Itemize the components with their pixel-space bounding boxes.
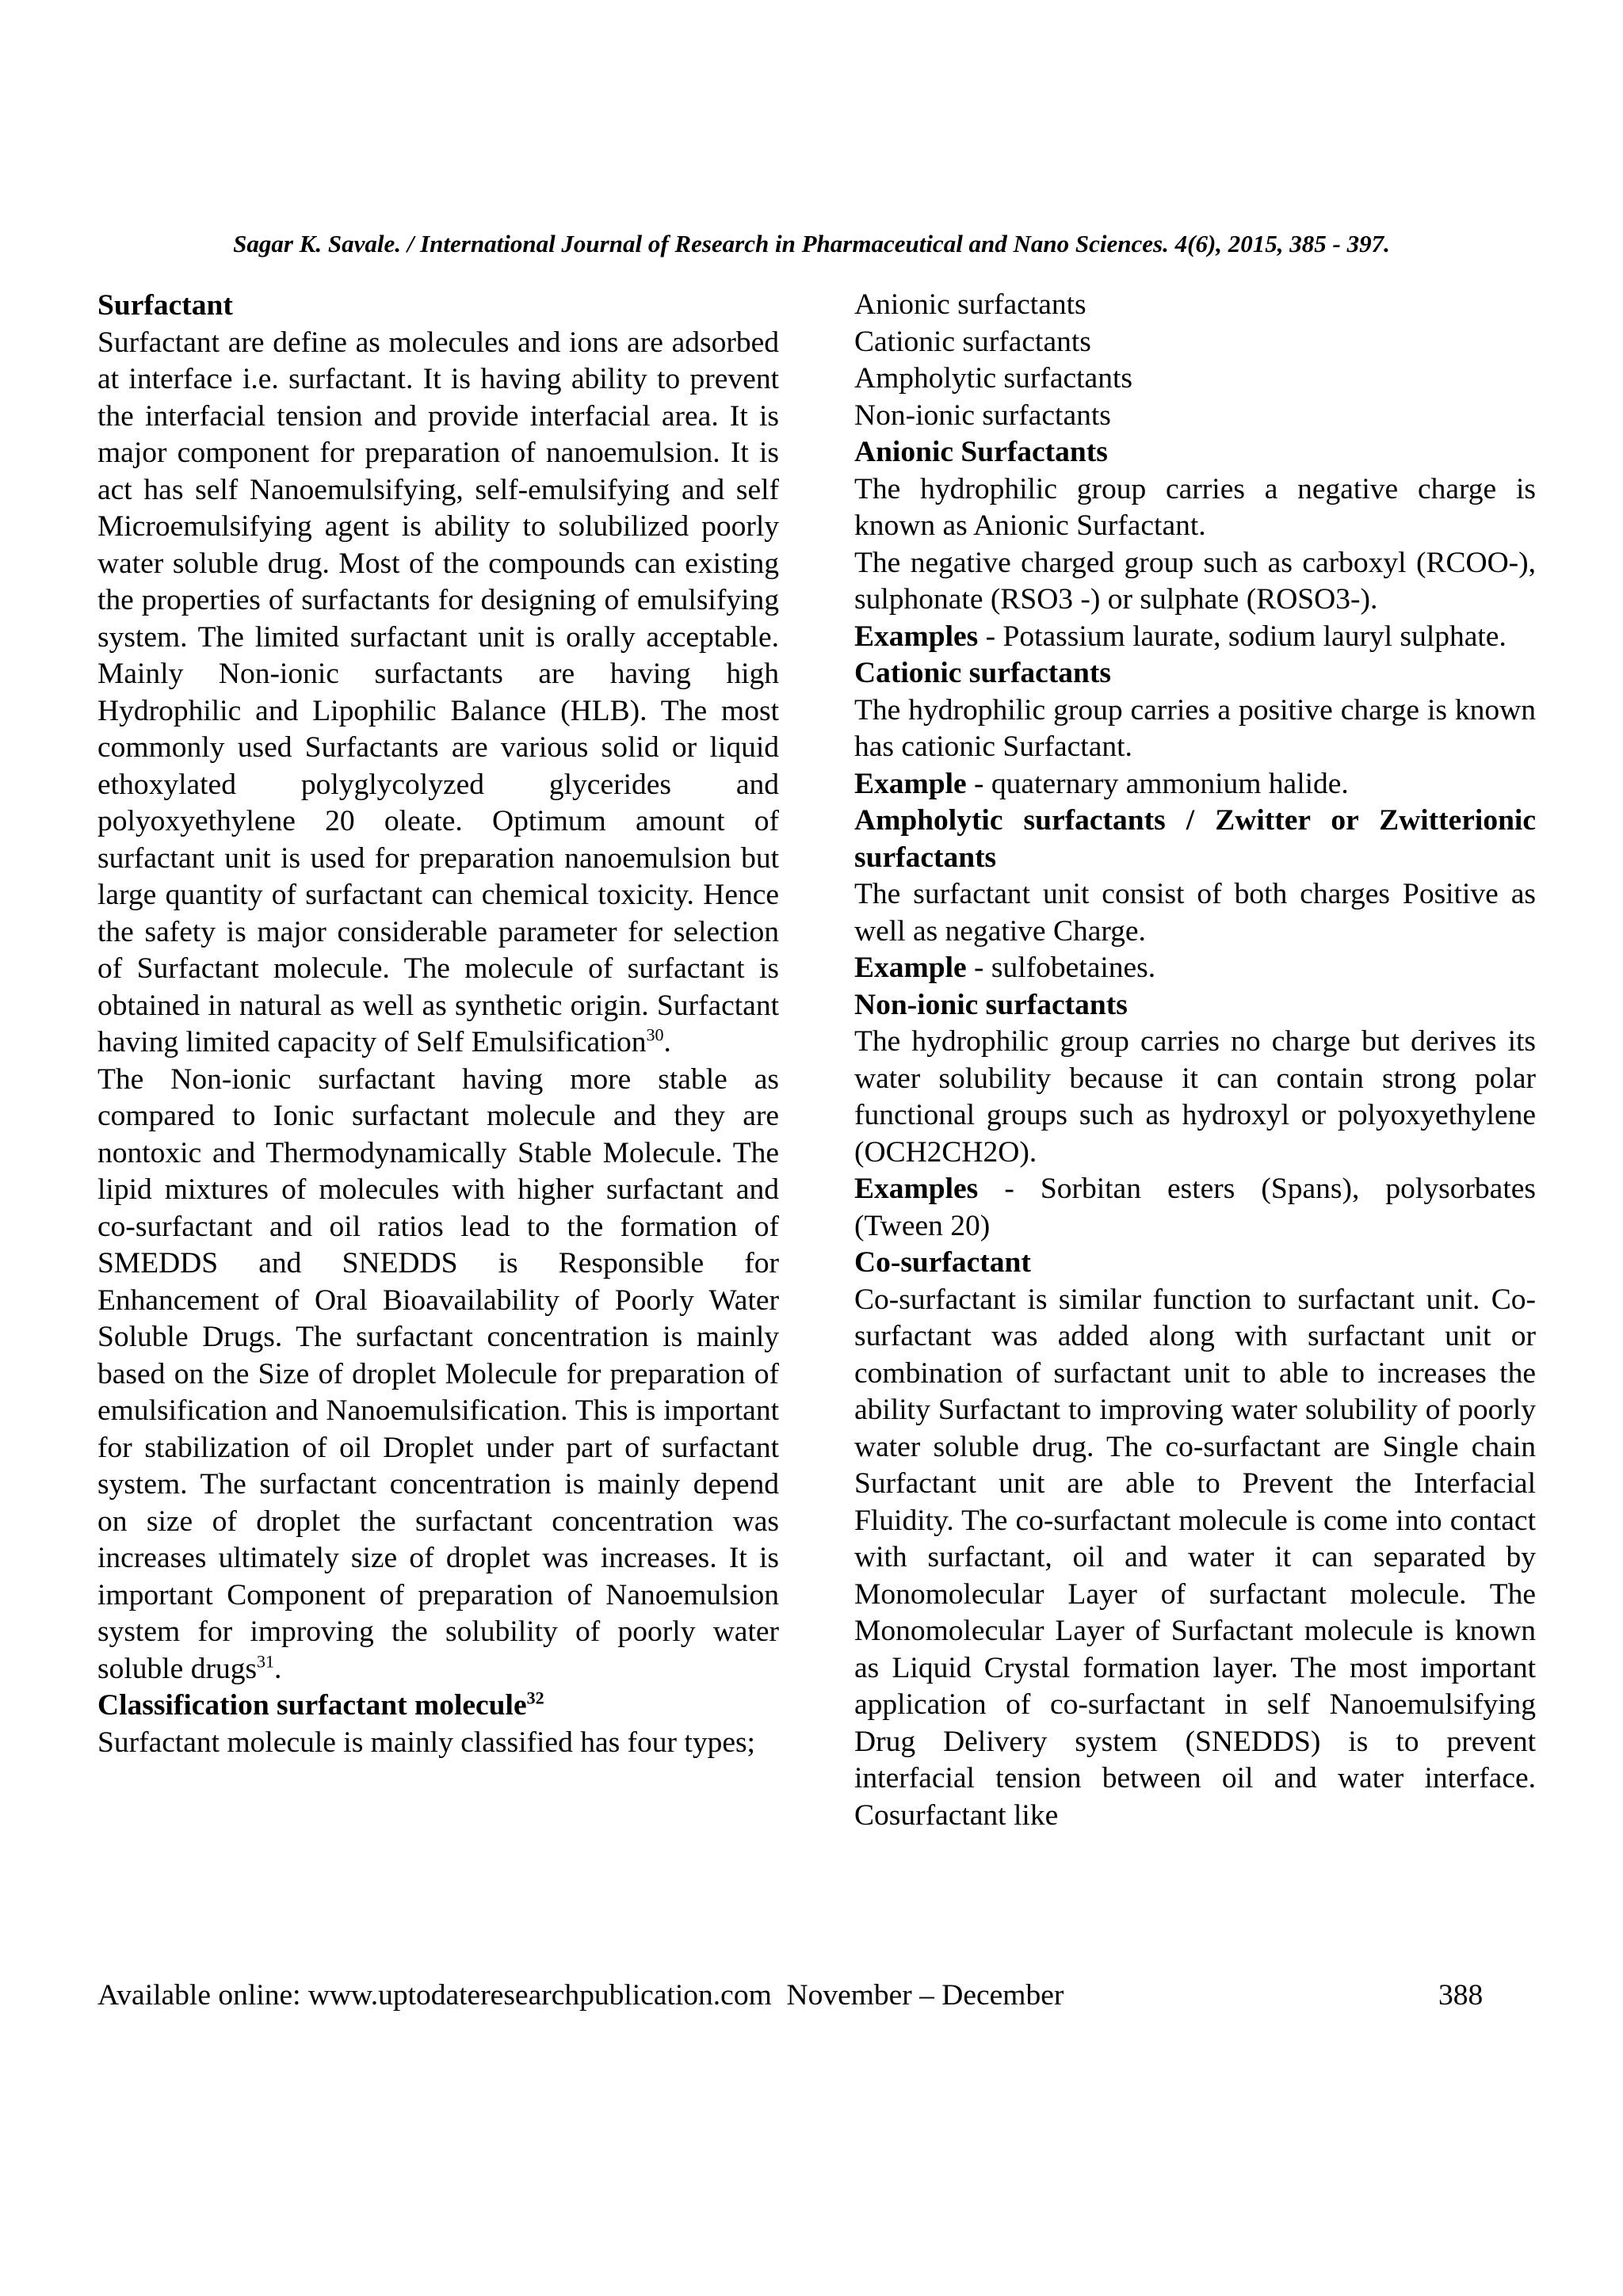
paragraph-surfactant-definition: Surfactant are define as molecules and ions are adsorbed at interface i.e. surfactant. It is having ability to prevent the interfacial tension and provide interfacial area. It is major component for preparation of nanoemulsion. It is act has self Nanoemulsifying, self-emulsifying and self Microemulsifying agent is ability to solubilized poorly water soluble drug. Most of the compounds can existing the properties of surfactants for designing of emulsifying system. The limited surfactant unit is orally acceptable. Mainly Non-ionic surfactants are having high Hydrophilic and Lipophilic Balance (HLB). The most commonly used Surfactants are various solid or liquid ethoxylated polyglycolyzed glycerides and polyoxyethylene 20 oleate. Optimum amount of surfactant unit is used for preparation nanoemulsion but large quantity of surfactant can chemical toxicity. Hence the safety is major considerable parameter for selection of Surfactant molecule. The molecule of surfactant is obtained in natural as well as synthetic origin. Surfactant having limited capacity of Self Emulsification$^{30}$. [97,326,779,1058]
paragraph-cosurfactant: Co-surfactant is similar function to surfactant unit. Co-surfactant was added along with surfactant unit or combination of surfactant unit to able to increases the ability Surfactant to improving water solubility of poorly water soluble drug. The co-surfactant are Single chain Surfactant unit are able to Prevent the Interfacial Fluidity. The co-surfactant molecule is come into contact with surfactant, oil and water it can separated by Monomolecular Layer of surfactant molecule. The Monomolecular Layer of Surfactant molecule is known as Liquid Crystal formation layer. The most important application of co-surfactant in self Nanoemulsifying Drug Delivery system (SNEDDS) is to prevent interfacial tension between oil and water interface. Cosurfactant like [854,1283,1536,1832]
section-heading-nonionic: Non-ionic surfactants [854,988,1128,1021]
section-heading-ampholytic: Ampholytic surfactants / Zwitter or Zwitterionic surfactants [854,804,1536,874]
section-heading-cationic: Cationic surfactants [854,657,1111,689]
left-column [97,288,779,1761]
list-item-type: Anionic surfactants [854,288,1086,321]
paragraph-anionic-groups: The negative charged group such as carboxyl (RCOO-), sulphonate (RSO3 -) or sulphate (ROSO3-). [854,546,1536,616]
list-item-type: Cationic surfactants [854,325,1091,358]
right-column [854,287,1536,1834]
footer-available-online: Available online: www.uptodateresearchpublication.com [97,1979,772,2012]
paragraph-ampholytic-definition: The surfactant unit consist of both charges Positive as well as negative Charge. [854,878,1536,948]
paragraph-classification-intro: Surfactant molecule is mainly classified has four types; [97,1726,755,1759]
paragraph-nonionic-stability: The Non-ionic surfactant having more stable as compared to Ionic surfactant molecule and they are nontoxic and Thermodynamically Stable Molecule. The lipid mixtures of molecules with higher surfactant and co-surfactant and oil ratios lead to the formation of SMEDDS and SNEDDS is Responsible for Enhancement of Oral Bioavailability of Poorly Water Soluble Drugs. The surfactant concentration is mainly based on the Size of droplet Molecule for preparation of emulsification and Nanoemulsification. This is important for stabilization of oil Droplet under part of surfactant system. The surfactant concentration is mainly depend on size of droplet the surfactant concentration was increases ultimately size of droplet was increases. It is important Component of preparation of Nanoemulsion system for improving the solubility of poorly water soluble drugs$^{31}$. [97,1062,779,1685]
citation-ref: 32 [526,1688,544,1708]
list-item-type: Non-ionic surfactants [854,399,1111,432]
section-heading-surfactant: Surfactant [97,289,233,322]
paragraph-anionic-examples: Examples - Potassium laurate, sodium lauryl sulphate. [854,620,1507,653]
citation-ref: 30 [646,1024,664,1045]
paragraph-cationic-definition: The hydrophilic group carries a positive charge is known has cationic Surfactant. [854,693,1536,763]
paragraph-cationic-example: Example - quaternary ammonium halide. [854,767,1349,800]
page-number: 388 [1438,1979,1484,2012]
citation-ref: 31 [257,1651,275,1671]
section-heading-classification: Classification surfactant molecule$^{32}$ [97,1688,544,1722]
paragraph-nonionic-definition: The hydrophilic group carries no charge but derives its water solubility because it can contain strong polar functional groups such as hydroxyl or polyoxyethylene (OCH2CH2O). [854,1025,1536,1169]
paragraph-anionic-definition: The hydrophilic group carries a negative charge is known as Anionic Surfactant. [854,472,1536,542]
page-footer [97,1978,1492,2012]
section-heading-anionic: Anionic Surfactants [854,436,1108,468]
list-item-type: Ampholytic surfactants [854,362,1132,395]
paragraph-ampholytic-example: Example - sulfobetaines. [854,952,1156,984]
section-heading-cosurfactant: Co-surfactant [854,1246,1031,1279]
paragraph-nonionic-examples: Examples - Sorbitan esters (Spans), polysorbates (Tween 20) [854,1173,1536,1242]
running-head: Sagar K. Savale. / International Journal of Research in Pharmaceutical and Nano Sciences. 4(6), 2015, 385 - 397. [233,230,1390,257]
footer-period: November – December [786,1979,1064,2012]
